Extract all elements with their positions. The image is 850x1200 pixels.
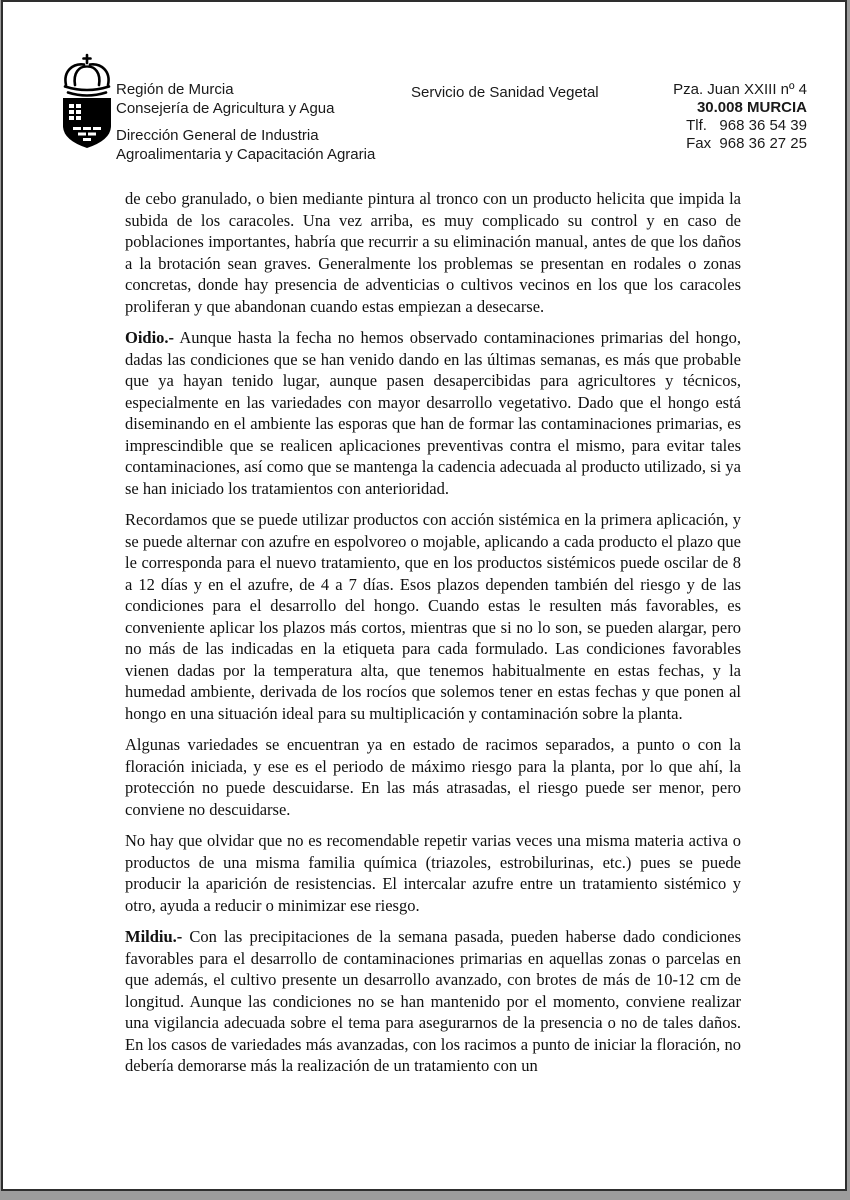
document-body	[125, 188, 741, 1087]
contact-address: Pza. Juan XXIII nº 4	[673, 81, 807, 98]
region-murcia-coat-of-arms-icon	[60, 52, 114, 150]
contact-phone: Tlf. 968 36 54 39	[686, 117, 807, 134]
letterhead	[3, 2, 845, 172]
org-consejeria-line: Consejería de Agricultura y Agua	[116, 100, 335, 117]
paragraph-recordamos	[125, 509, 741, 724]
contact-block	[673, 81, 807, 153]
paragraph-lead: Mildiu.-	[125, 927, 183, 946]
contact-city: 30.008 MURCIA	[696, 99, 807, 116]
paragraph-mildiu	[125, 926, 741, 1077]
paragraph-text: Algunas variedades se encuentran ya en estado de racimos separados, a punto o con la floración iniciada, y ese es el periodo de máximo riesgo para la planta, por lo que ahí, la protección no puede descuidarse. En las más atrasadas, el riesgo puede ser menor, pero conviene no descuidarse.	[125, 735, 741, 819]
paragraph-lead: Oidio.-	[125, 328, 175, 347]
paragraph-text: No hay que olvidar que no es recomendable repetir varias veces una misma materia activa o productos de una misma familia química (triazoles, estrobilurinas, etc.) pues se puede producir la aparición de resistencias. El intercalar azufre entre un tratamiento sistémico y otro, ayuda a reducir o minimizar ese riesgo.	[125, 831, 741, 915]
org-agroalimentaria-line: Agroalimentaria y Capacitación Agraria	[116, 146, 376, 163]
paragraph-text: Con las precipitaciones de la semana pasada, pueden haberse dado condiciones favorables para el desarrollo de contaminaciones primarias en aquellas zonas o parcelas en que además, el cultivo presente un desarrollo avanzado, con brotes de más de 10-12 cm de longitud. Aunque las condiciones no se han mantenido por el momento, conviene realizar una vigilancia adecuada sobre el tema para asegurarnos de la presencia o no de tales daños. En los casos de variedades más avanzadas, con los racimos a punto de iniciar la floración, no debería demorarse más la realización de un tratamiento con un	[125, 927, 741, 1075]
service-label: Servicio de Sanidad Vegetal	[411, 84, 599, 101]
org-direccion-line: Dirección General de Industria	[116, 127, 319, 144]
contact-fax: Fax 968 36 27 25	[686, 135, 807, 152]
org-direccion-block	[116, 126, 375, 164]
document-page	[1, 0, 847, 1191]
paragraph-text: Recordamos que se puede utilizar productos con acción sistémica en la primera aplicación, y se puede alternar con azufre en espolvoreo o mojable, aplicando a cada producto el plazo que le corresponda para el nuevo tratamiento, que en los productos sistémicos puede oscilar de 8 a 12 días y en el azufre, de 4 a 7 días. Esos plazos dependen también del riesgo y de las condiciones para el desarrollo del hongo. Cuando estas le resulten más favorables, es conveniente aplicar los plazos más cortos, mientras que si no lo son, se pueden alargar, pero no más de las indicadas en la etiqueta para cada formulado. Las condiciones favorables vienen dadas por la temperatura alta, que tenemos habitualmente en estas fechas, y la humedad ambiente, derivada de los rocíos que solemos tener en estas fechas y que ponen al hongo en una situación ideal para su multiplicación y contaminación sobre la planta.	[125, 510, 741, 723]
paragraph-variedades	[125, 734, 741, 820]
paragraph-oidio	[125, 327, 741, 499]
paragraph-resistencias	[125, 830, 741, 916]
org-region-line: Región de Murcia	[116, 81, 234, 98]
org-name-block	[116, 80, 334, 118]
paragraph-text: Aunque hasta la fecha no hemos observado contaminaciones primarias del hongo, dadas las condiciones que se han venido dando en las últimas semanas, es más que probable que ya hayan tenido lugar, aunque pasen desapercibidas para agricultores y técnicos, especialmente en las variedades con mayor desarrollo vegetativo. Dado que el hongo está diseminando en el ambiente las esporas que han de formar las contaminaciones primarias, es imprescindible que se realicen aplicaciones preventivas contra el mismo, para evitar tales contaminaciones, así como que se mantenga la cadencia adecuada al producto utilizado, si ya se han iniciado los tratamientos con anterioridad.	[125, 328, 741, 498]
paragraph-caracoles	[125, 188, 741, 317]
paragraph-text: de cebo granulado, o bien mediante pintura al tronco con un producto helicita que impida la subida de los caracoles. Una vez arriba, es muy complicado su control y en caso de poblaciones importantes, habría que recurrir a su eliminación manual, antes de que los daños a la brotación sean graves. Generalmente los problemas se presentan en rodales o zonas concretas, donde hay presencia de adventicias o cultivos vecinos en los que los caracoles proliferan y que abandonan cuando estas empiezan a desecarse.	[125, 189, 741, 316]
